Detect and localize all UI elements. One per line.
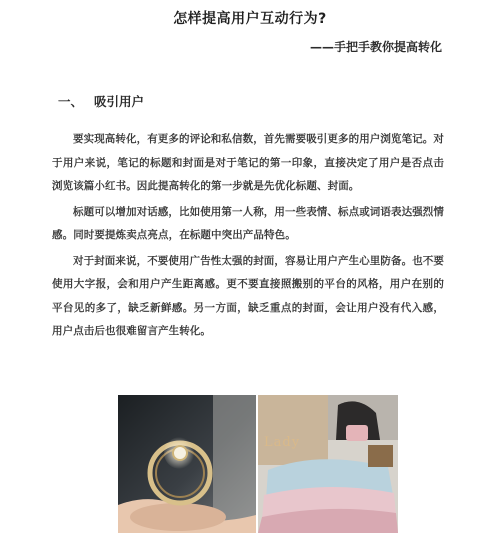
page-subtitle: ——手把手教你提高转化 [309, 40, 442, 54]
page-title: 怎样提高用户互动行为? [173, 11, 327, 27]
body-text [52, 128, 444, 346]
paragraph: 标题可以增加对话感，比如使用第一人称，用一些表情、标点或词语表达强烈情感。同时要提炼卖点亮点，在标题中突出产品特色。 [52, 205, 444, 241]
paragraph: 要实现高转化，有更多的评论和私信数，首先需要吸引更多的用户浏览笔记。对于用户来说，笔记的标题和封面是对于笔记的第一印象，直接决定了用户是否点击浏览该篇小红书。因此提高转化的第一步就是先优化标题、封面。 [52, 133, 444, 192]
example-photos [118, 395, 398, 533]
section-heading [58, 92, 144, 110]
ring-image [118, 395, 256, 533]
section-title: 吸引用户 [94, 94, 145, 109]
clothes-image [258, 395, 398, 533]
shop-sign-text: Lady [264, 435, 301, 450]
ring-photo [118, 395, 256, 533]
clothes-photo [258, 395, 398, 533]
section-number: 一、 [58, 94, 84, 109]
paragraph: 对于封面来说，不要使用广告性太强的封面，容易让用户产生心里防备。也不要使用大字报，会和用户产生距离感。更不要直接照搬别的平台的风格，用户在别的平台见的多了，缺乏新鲜感。另一方面，缺乏重点的封面，会让用户没有代入感，用户点击后也很难留言产生转化。 [52, 254, 444, 337]
